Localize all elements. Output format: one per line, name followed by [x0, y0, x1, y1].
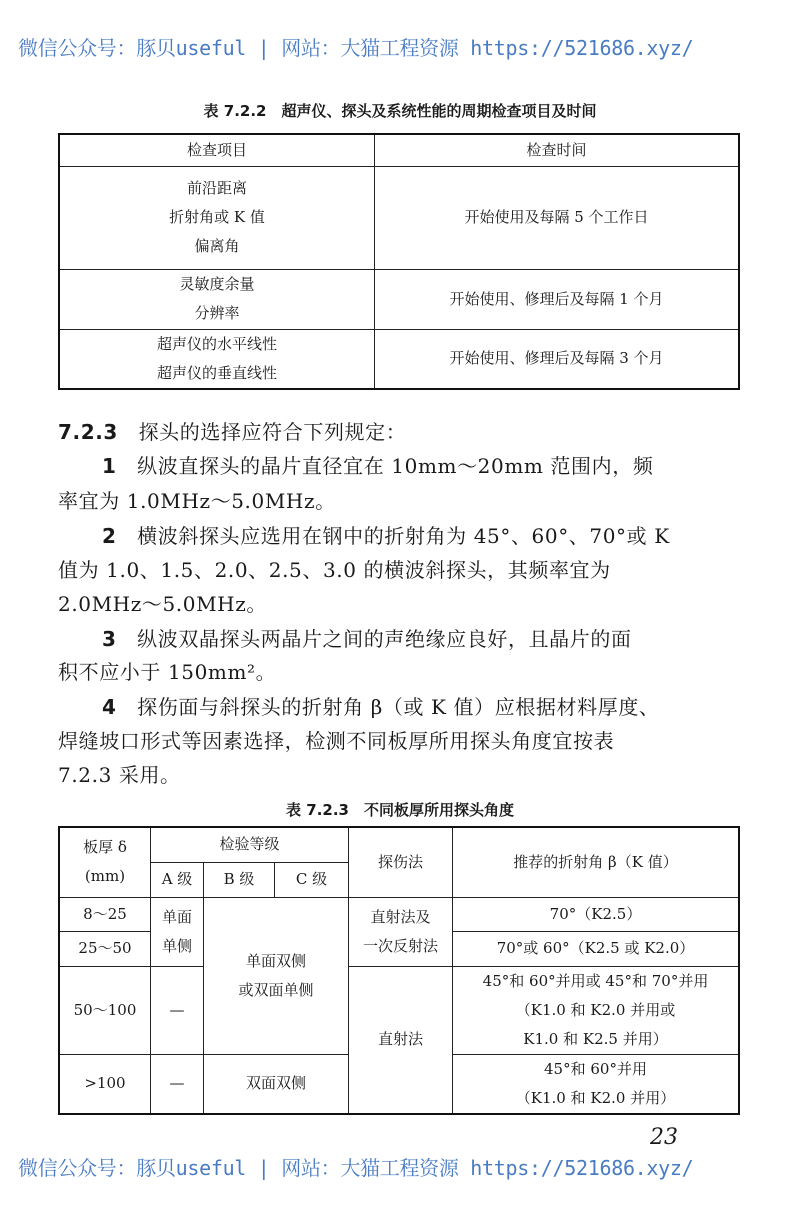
label: 单面	[161, 907, 192, 926]
item-number: 1	[102, 454, 117, 478]
grade-bc-cell	[204, 897, 349, 1054]
header-angle: 推荐的折射角 β（K 值）	[453, 827, 740, 897]
section-title: 探头的选择应符合下列规定：	[138, 420, 407, 444]
method-cell	[349, 897, 453, 966]
header-cell: 检查项目	[59, 134, 375, 166]
line-text: 横波斜探头应选用在钢中的折射角为 45°、60°、70°或 K	[137, 524, 670, 548]
label: (mm)	[84, 867, 126, 886]
text-line	[102, 520, 670, 549]
header-grade-b: B 级	[204, 862, 275, 897]
line-text: 纵波直探头的晶片直径宜在 10mm～20mm 范围内，频	[137, 454, 654, 478]
text-line: 率宜为 1.0MHz～5.0MHz。	[58, 489, 336, 513]
label: K1.0 和 K2.5 并用）	[523, 1029, 668, 1048]
text-line	[102, 623, 632, 652]
item-number: 3	[102, 627, 117, 651]
header-cell: 检查时间	[375, 134, 740, 166]
thickness-cell: 8～25	[59, 897, 151, 931]
item-number: 2	[102, 524, 117, 548]
angle-cell	[453, 966, 740, 1054]
text-line: 7.2.3 采用。	[58, 763, 181, 787]
table-7-2-3-caption: 表 7.2.3 不同板厚所用探头角度	[286, 801, 514, 819]
section-number: 7.2.3	[58, 420, 118, 444]
label: 一次反射法	[362, 936, 438, 955]
page-number: 23	[650, 1125, 678, 1150]
table-cell	[59, 329, 375, 389]
label: 单面双侧	[245, 951, 306, 970]
grade-a-cell: —	[151, 1054, 204, 1114]
label: 45°和 60°并用	[544, 1059, 647, 1078]
table-7-2-2	[58, 133, 740, 390]
header-grade-a: A 级	[151, 862, 204, 897]
label: 单侧	[161, 936, 192, 955]
text-line	[102, 691, 660, 720]
header-grade: 检验等级	[151, 827, 349, 862]
item: 折射角或 K 值	[169, 208, 265, 226]
label: 45°和 60°并用或 45°和 70°并用	[482, 971, 709, 990]
item: 灵敏度余量	[179, 275, 255, 293]
angle-cell: 70°或 60°（K2.5 或 K2.0）	[453, 931, 740, 966]
text-line: 值为 1.0、1.5、2.0、2.5、3.0 的横波斜探头，其频率宜为	[58, 558, 611, 582]
label: 直射法及	[370, 907, 431, 926]
text-line: 2.0MHz～5.0MHz。	[58, 592, 267, 616]
text-line	[102, 450, 653, 479]
item: 前沿距离	[186, 179, 247, 197]
item-number: 4	[102, 695, 117, 719]
table-cell	[59, 269, 375, 329]
label: 板厚 δ	[83, 838, 127, 857]
item: 超声仪的垂直线性	[156, 363, 277, 382]
text-line: 焊缝坡口形式等因素选择，检测不同板厚所用探头角度宜按表	[58, 729, 615, 753]
label: 或双面单侧	[238, 980, 314, 999]
table-cell: 开始使用及每隔 5 个工作日	[375, 166, 740, 269]
method-cell: 直射法	[349, 966, 453, 1114]
item: 偏离角	[194, 237, 240, 255]
line-text: 纵波双晶探头两晶片之间的声绝缘应良好，且晶片的面	[137, 627, 632, 651]
item: 超声仪的水平线性	[156, 334, 277, 353]
table-cell: 开始使用、修理后及每隔 1 个月	[375, 269, 740, 329]
label: （K1.0 和 K2.0 并用）	[515, 1088, 676, 1107]
watermark-top: 微信公众号：豚贝useful | 网站：大猫工程资源 https://521686.xyz/	[18, 36, 694, 60]
thickness-cell: >100	[59, 1054, 151, 1114]
angle-cell: 70°（K2.5）	[453, 897, 740, 931]
header-method: 探伤法	[349, 827, 453, 897]
section-heading	[58, 416, 406, 445]
watermark-bottom: 微信公众号：豚贝useful | 网站：大猫工程资源 https://521686.xyz/	[18, 1156, 694, 1180]
thickness-cell: 25～50	[59, 931, 151, 966]
angle-cell	[453, 1054, 740, 1114]
line-text: 探伤面与斜探头的折射角 β（或 K 值）应根据材料厚度、	[137, 695, 660, 719]
item: 分辨率	[194, 304, 240, 322]
table-cell: 开始使用、修理后及每隔 3 个月	[375, 329, 740, 389]
header-grade-c: C 级	[275, 862, 349, 897]
text-line: 积不应小于 150mm²。	[58, 660, 277, 684]
thickness-cell: 50～100	[59, 966, 151, 1054]
grade-a-cell: —	[151, 966, 204, 1054]
grade-bc-cell: 双面双侧	[204, 1054, 349, 1114]
header-thickness	[59, 827, 151, 897]
grade-a-cell	[151, 897, 204, 966]
table-7-2-2-caption: 表 7.2.2 超声仪、探头及系统性能的周期检查项目及时间	[203, 102, 597, 120]
table-cell	[59, 166, 375, 269]
table-7-2-3	[58, 826, 740, 1115]
label: （K1.0 和 K2.0 并用或	[515, 1000, 676, 1019]
